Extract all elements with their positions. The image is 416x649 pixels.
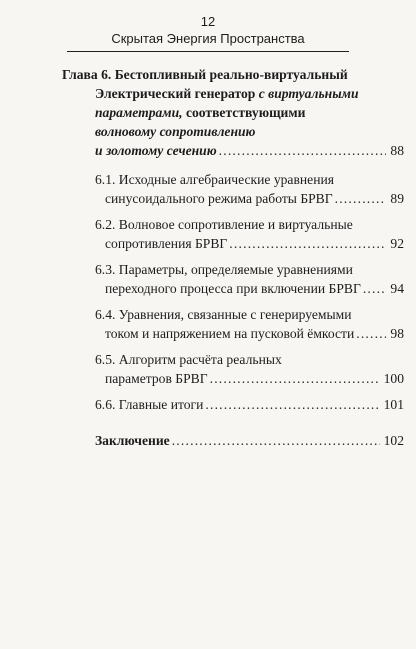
header-rule	[67, 51, 349, 52]
dot-leader	[335, 189, 387, 208]
conclusion-label: Заключение	[95, 433, 170, 448]
chapter-title-part: с виртуальными	[258, 86, 359, 101]
chapter-title-line	[62, 84, 404, 103]
chapter-label: Глава 6.	[62, 67, 112, 82]
chapter-title-line	[62, 122, 404, 141]
dot-leader	[205, 395, 379, 414]
page-ref: 89	[390, 191, 404, 206]
chapter-title-part: Электрический генератор	[95, 86, 256, 101]
dot-leader	[356, 324, 386, 343]
dot-leader	[229, 234, 386, 253]
page-ref: 98	[390, 326, 404, 341]
chapter-title-part: и золотому сечению	[95, 143, 217, 158]
toc-section-entry	[62, 305, 404, 343]
toc-section-entry	[62, 215, 404, 253]
page-ref: 100	[383, 371, 404, 386]
chapter-title-line	[62, 65, 404, 84]
chapter-title-part: Бестопливный реально-виртуальный	[114, 67, 348, 82]
table-of-contents	[62, 65, 404, 450]
chapter-title-part: параметрами,	[95, 105, 183, 120]
dot-leader	[172, 431, 380, 450]
chapter-title-part: волновому сопротивлению	[95, 124, 256, 139]
toc-section-entry	[62, 170, 404, 208]
toc-section-entry	[62, 350, 404, 388]
section-title-line	[62, 189, 404, 208]
section-title-line: 6.4. Уравнения, связанные с генерируемыми	[95, 307, 352, 322]
section-title-line: 6.5. Алгоритм расчёта реальных	[95, 352, 282, 367]
dot-leader	[210, 369, 380, 388]
chapter-title-line	[62, 103, 404, 122]
page-ref: 102	[383, 433, 404, 448]
dot-leader	[219, 141, 387, 160]
toc-section-entry	[62, 395, 404, 414]
chapter-title-line	[62, 141, 404, 160]
section-title-part: 6.6. Главные итоги	[95, 397, 204, 412]
page-header	[0, 14, 416, 47]
toc-section-entry	[62, 260, 404, 298]
running-title: Скрытая Энергия Пространства	[111, 31, 305, 46]
toc-chapter-entry	[62, 65, 404, 160]
section-title-line: 6.2. Волновое сопротивление и виртуальные	[95, 217, 353, 232]
page-ref: 101	[383, 397, 404, 412]
page-ref: 94	[390, 281, 404, 296]
section-title-line	[62, 369, 404, 388]
section-title-line	[62, 234, 404, 253]
section-title-part: переходного процесса при включении БРВГ	[105, 281, 361, 296]
section-title-line: 6.1. Исходные алгебраические уравнения	[95, 172, 334, 187]
page-ref: 92	[390, 236, 404, 251]
section-title-line	[62, 279, 404, 298]
section-title-line: 6.3. Параметры, определяемые уравнениями	[95, 262, 353, 277]
dot-leader	[363, 279, 387, 298]
chapter-title-part: соответствующими	[185, 105, 306, 120]
page-number: 12	[200, 14, 216, 29]
section-title-part: сопротивления БРВГ	[105, 236, 228, 251]
toc-conclusion-entry	[62, 431, 404, 450]
section-title-part: параметров БРВГ	[105, 371, 208, 386]
section-title-part: током и напряжением на пусковой ёмкости	[105, 326, 355, 341]
page-ref: 88	[390, 143, 404, 158]
section-title-line	[62, 395, 404, 414]
section-title-line	[62, 324, 404, 343]
section-title-part: синусоидального режима работы БРВГ	[105, 191, 333, 206]
